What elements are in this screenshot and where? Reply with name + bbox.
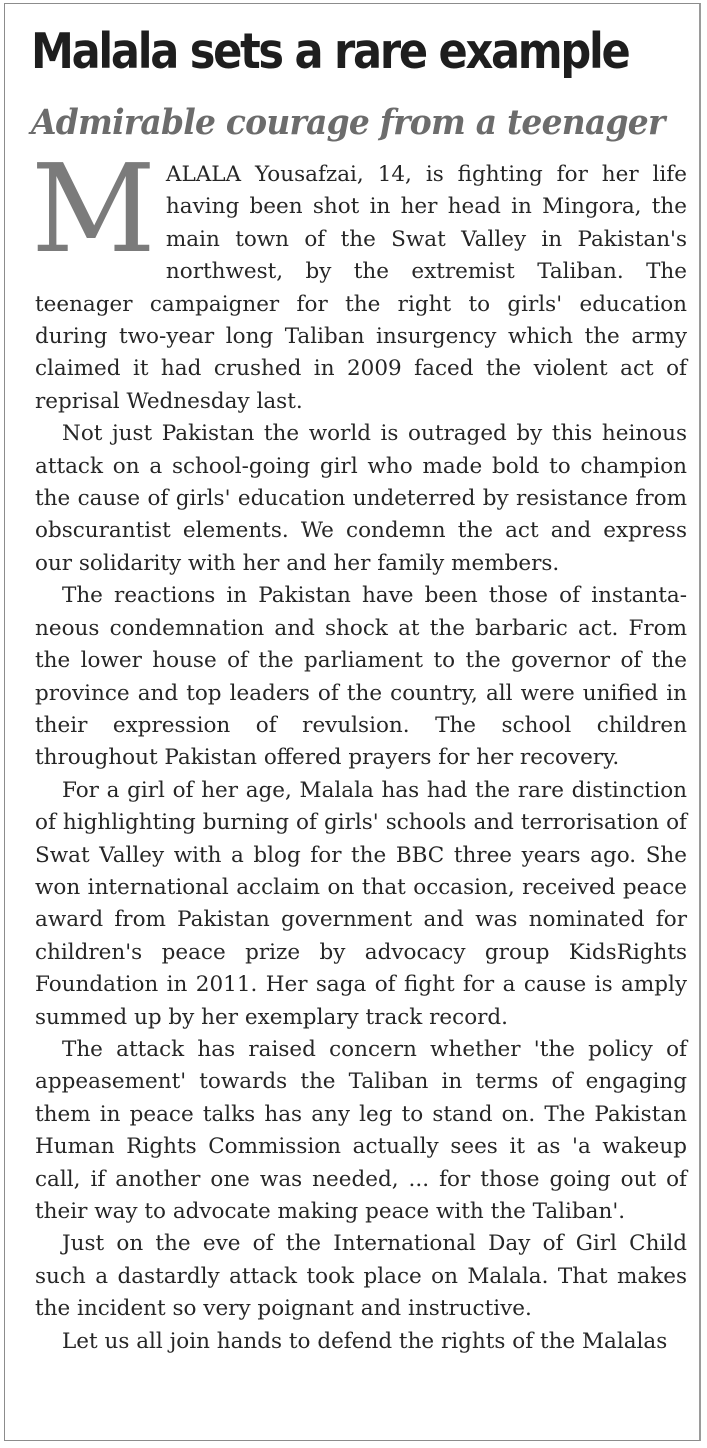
- article-body: [31, 138, 687, 1358]
- article-paragraph: Let us all join hands to defend the rights of the Malalas: [62, 1328, 668, 1354]
- article-frame: [4, 3, 701, 1441]
- paragraph-text: ALALA Yousafzai, 14, is fighting for her life having been shot in her head in Mingora, the main town of the Swat Valley in Pakistan's northwest, by the extremist Taliban. The teenager campaigner for the right to girls' education during two-year long Taliban insurgency which the army claimed it had crushed in 2009 faced the violent act of reprisal Wednesday last.: [35, 162, 687, 414]
- drop-cap: M: [31, 138, 156, 280]
- article-paragraph: [31, 138, 687, 418]
- headline: Malala sets a rare example: [31, 23, 629, 80]
- article-paragraph: For a girl of her age, Malala has had the rare distinction of highlighting burning of girls' schools and terrorisation of Swat Valley with a blog for the BBC three years ago. She won international acclaim on that occasion, received peace award from Pakistan government and was nominated for children's peace prize by advocacy group KidsRights Foundation in 2011. Her saga of fight for a cause is amply summed up by her exemplary track record.: [35, 777, 687, 1030]
- article-paragraph: Just on the eve of the International Day of Girl Child such a dastardly attack took place on Malala. That makes the incident so very poignant and instructive.: [35, 1231, 687, 1322]
- article-paragraph: The attack has raised concern whether 'the policy of appeasement' towards the Taliban in terms of engaging them in peace talks has any leg to stand on. The Pakistan Human Rights Commission actually sees it as 'a wakeup call, if another one was needed, ... for those going out of their way to advocate making peace with the Taliban'.: [35, 1036, 687, 1224]
- subheadline: Admirable courage from a teenager: [31, 102, 665, 143]
- article-paragraph: The reactions in Pakistan have been those of instantaneous condemnation and shock at the barbaric act. From the lower house of the parliament to the governor of the province and top leaders of the country, all were unified in their expression of revulsion. The school children throughout Pakistan offered prayers for her recovery.: [35, 583, 687, 771]
- article-paragraph: Not just Pakistan the world is outraged by this heinous attack on a school-going girl who made bold to champion the cause of girls' education undeterred by resistance from obscurantist elements. We condemn the act and express our solidarity with her and her family members.: [35, 421, 687, 576]
